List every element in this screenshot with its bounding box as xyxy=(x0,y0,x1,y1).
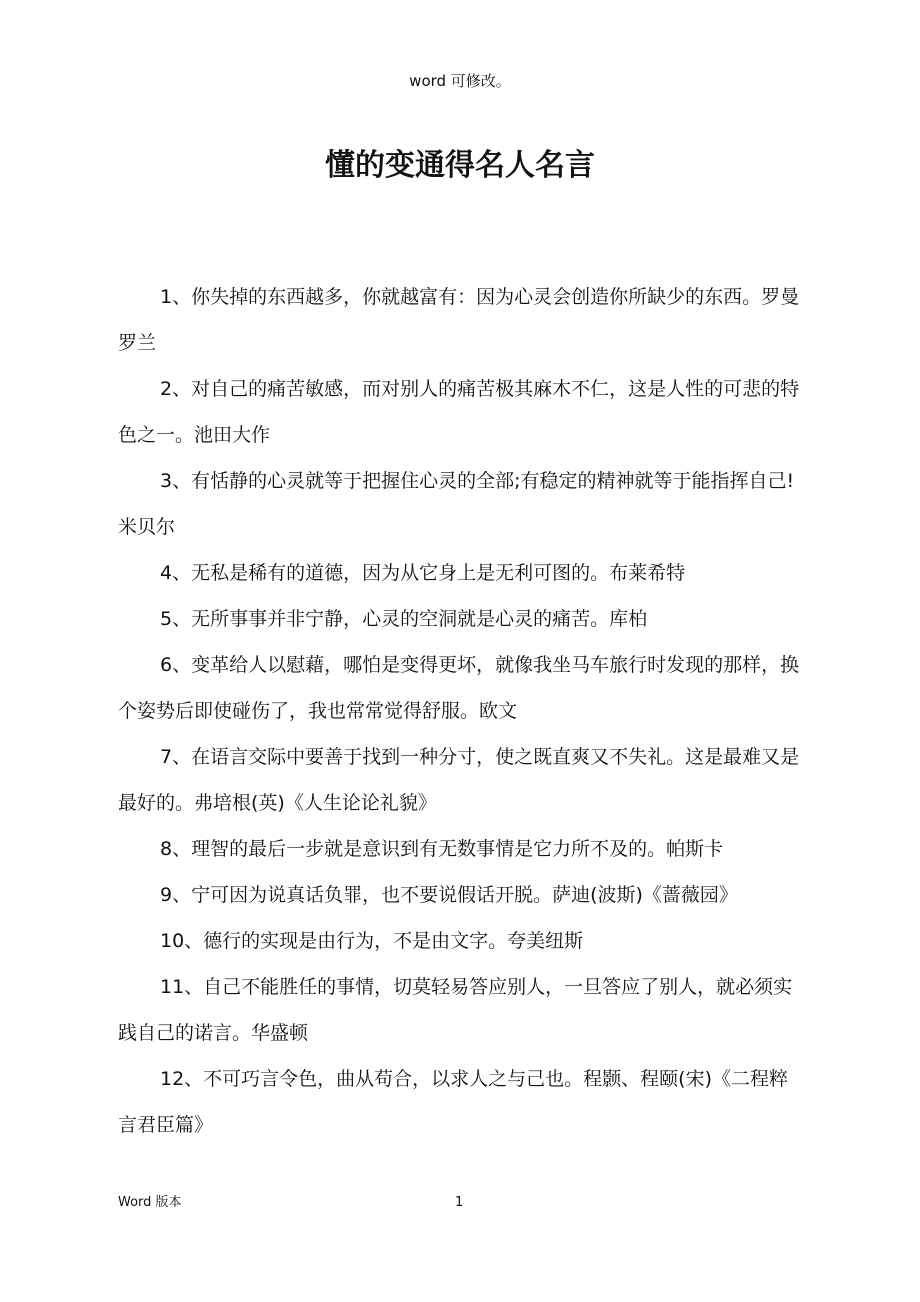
quote-item: 10、德行的实现是由行为，不是由文字。夸美纽斯 xyxy=(160,930,584,952)
quote-item: 3、有恬静的心灵就等于把握住心灵的全部;有稳定的精神就等于能指挥自己!米贝尔 xyxy=(118,470,795,538)
quote-item: 9、宁可因为说真话负罪，也不要说假话开脱。萨迪(波斯)《蔷薇园》 xyxy=(160,884,738,906)
quote-item: 5、无所事事并非宁静，心灵的空洞就是心灵的痛苦。库柏 xyxy=(160,608,648,630)
footer-label: Word 版本 xyxy=(118,1195,182,1210)
quote-item: 11、自己不能胜任的事情，切莫轻易答应别人，一旦答应了别人，就必须实践自己的诺言。华盛顿 xyxy=(118,976,793,1044)
page-title: 懂的变通得名人名言 xyxy=(325,148,595,183)
quote-item: 1、你失掉的东西越多，你就越富有：因为心灵会创造你所缺少的东西。罗曼罗兰 xyxy=(118,286,800,354)
quote-list xyxy=(118,274,804,1148)
header-note: word 可修改。 xyxy=(409,72,511,90)
quote-item: 8、理智的最后一步就是意识到有无数事情是它力所不及的。帕斯卡 xyxy=(160,838,724,860)
quote-item: 4、无私是稀有的道德，因为从它身上是无利可图的。布莱希特 xyxy=(160,562,686,584)
page-number: 1 xyxy=(455,1195,464,1210)
quote-item: 7、在语言交际中要善于找到一种分寸，使之既直爽又不失礼。这是最难又是最好的。弗培根(英)《人生论论礼貌》 xyxy=(118,746,800,814)
quote-item: 6、变革给人以慰藉，哪怕是变得更坏，就像我坐马车旅行时发现的那样，换个姿势后即使碰伤了，我也常常觉得舒服。欧文 xyxy=(118,654,800,722)
quote-item: 2、对自己的痛苦敏感，而对别人的痛苦极其麻木不仁，这是人性的可悲的特色之一。池田大作 xyxy=(118,378,800,446)
quote-item: 12、不可巧言令色，曲从苟合，以求人之与己也。程颢、程颐(宋)《二程粹言君臣篇》 xyxy=(118,1068,789,1136)
